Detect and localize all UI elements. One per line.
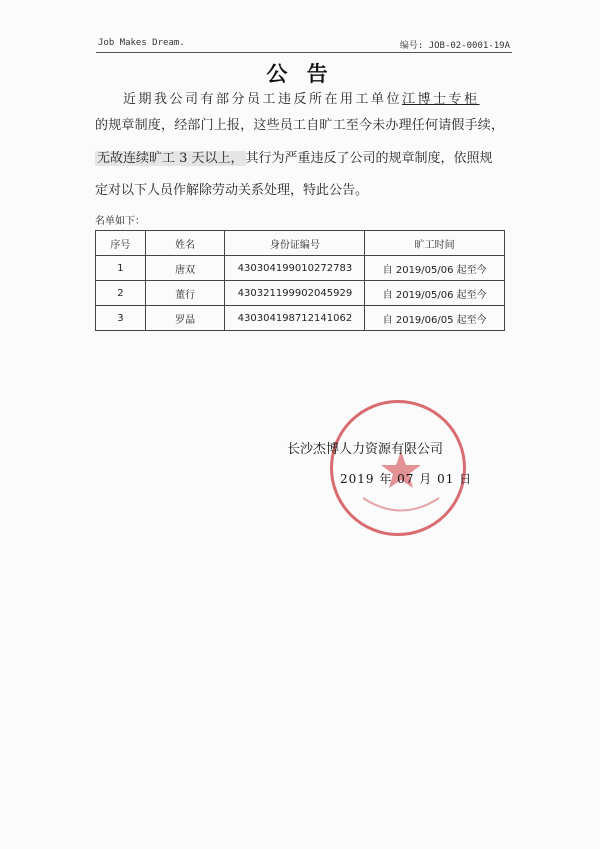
- body-line-3-text: 其行为严重违反了公司的规章制度，依照规: [245, 151, 493, 166]
- cell-name: 董行: [145, 281, 225, 306]
- cell-id-number: 430304199010272783: [225, 256, 365, 281]
- cell-name: 罗晶: [145, 306, 225, 331]
- cell-name: 唐双: [145, 256, 225, 281]
- cell-index: 3: [96, 306, 146, 331]
- body-line-3-highlight: 无故连续旷工 3 天以上，: [97, 151, 244, 166]
- table-row: [96, 306, 505, 331]
- header-name: 姓名: [145, 231, 225, 256]
- cell-absence-time: 自 2019/05/06 起至今: [365, 256, 505, 281]
- notice-title: 公 告: [266, 62, 334, 86]
- body-line-3: [95, 146, 505, 172]
- company-name: 长沙杰博人力资源有限公司: [287, 442, 444, 457]
- header-absence-time: 旷工时间: [365, 231, 505, 256]
- body-line-1: [95, 87, 505, 113]
- employer-unit: 江博士专柜: [402, 92, 480, 107]
- header-index: 序号: [96, 231, 146, 256]
- header-slogan: Job Makes Dream.: [98, 38, 185, 48]
- body-line-1-text: 近期我公司有部分员工违反所在用工单位: [123, 92, 403, 107]
- cell-index: 2: [96, 281, 146, 306]
- document-number: 编号: JOB-02-0001-19A: [399, 41, 510, 51]
- cell-id-number: 430321199902045929: [225, 281, 365, 306]
- table-header-row: [96, 231, 505, 256]
- cell-index: 1: [96, 256, 146, 281]
- list-label: 名单如下：: [95, 216, 145, 227]
- cell-absence-time: 自 2019/06/05 起至今: [365, 306, 505, 331]
- table-row: [96, 256, 505, 281]
- header-id-number: 身份证编号: [225, 231, 365, 256]
- employee-table: [95, 230, 505, 331]
- header-divider: [96, 52, 512, 53]
- cell-id-number: 430304198712141062: [225, 306, 365, 331]
- cell-absence-time: 自 2019/05/06 起至今: [365, 281, 505, 306]
- table-row: [96, 281, 505, 306]
- body-line-2: 的规章制度，经部门上报，这些员工自旷工至今未办理任何请假手续，: [95, 118, 505, 133]
- company-seal: [330, 400, 466, 536]
- signature-date: 2019 年 07 月 01 日: [340, 472, 473, 486]
- body-line-4: 定对以下人员作解除劳动关系处理，特此公告。: [95, 183, 369, 198]
